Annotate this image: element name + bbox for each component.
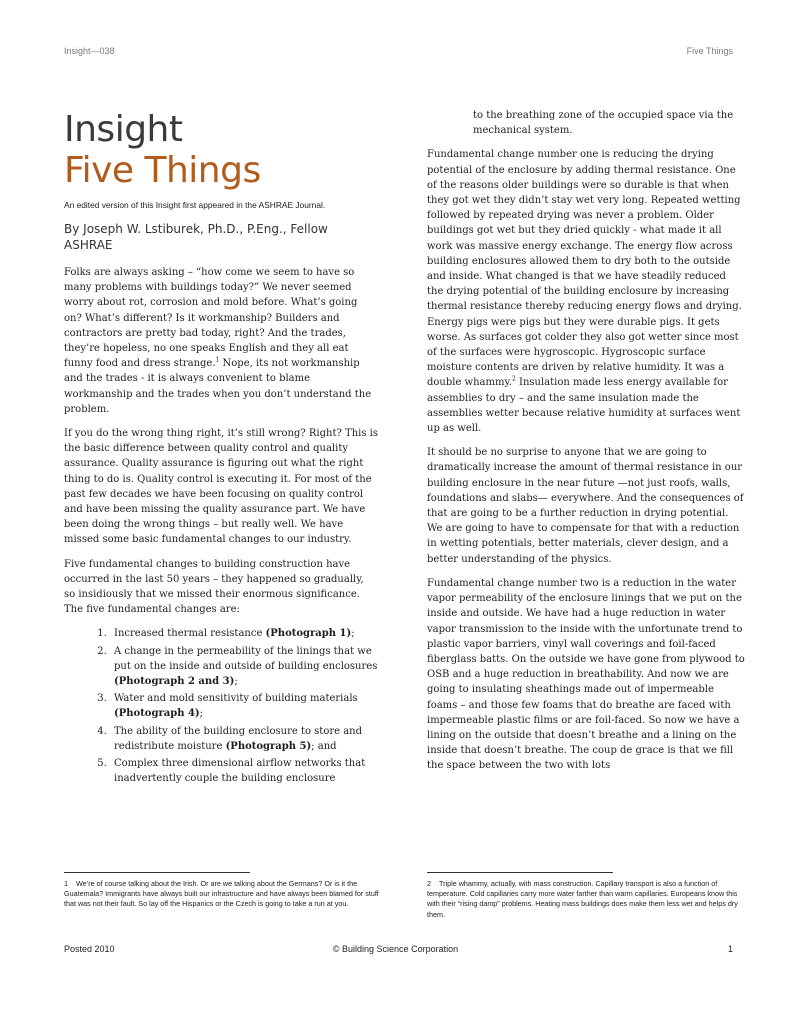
list-item [110, 626, 378, 641]
footer-page-number: 1 [727, 944, 733, 954]
photo-ref: (Photograph 5) [225, 740, 312, 752]
footnote-2 [427, 879, 745, 920]
right-body [427, 108, 745, 774]
list-item-tail: ; and [311, 740, 337, 752]
paragraph: It should be no surprise to anyone that we are going to dramatically increase the amount of thermal resistance in our building enclosure in the near future —not just roofs, walls, foundations and slabs— everywhere. And the consequences of that are going to be a further reduction in drying potential. We are going to have to compensate for that with a reduction in wetting potentials, better materials, clever design, and a better understanding of the physics. [427, 447, 744, 565]
list-item [110, 644, 378, 690]
list-item [110, 691, 378, 721]
footnote-number: 2 [427, 879, 431, 888]
photo-ref: (Photograph 4) [114, 708, 200, 720]
list-item-text: The ability of the building enclosure to store and redistribute moisture [114, 725, 363, 752]
paragraph [64, 265, 378, 417]
left-column [64, 110, 378, 789]
list-item-text: Increased thermal resistance [114, 628, 266, 640]
photo-ref: (Photograph 1) [265, 628, 352, 640]
paragraph-text: Nope, its not workmanship and the trades - it is always convenient to blame workmanship and the trades when you don’t understand the problem. [64, 358, 372, 415]
right-column [427, 108, 745, 783]
lead-note: An edited version of this Insight first appeared in the ASHRAE Journal. [64, 200, 326, 210]
footnote-divider-left [64, 872, 250, 873]
five-changes-list [64, 626, 378, 786]
paragraph-text: Folks are always asking – “how come we seem to have so many problems with buildings today?” We never seemed worry about rot, corrosion and mold before. What’s going on? What’s different? Is it workmanship? Builders and contractors are pretty bad today, right? And the trades, they’re hopeless, no one speaks English and they all eat funny food and dress strange. [64, 267, 358, 370]
footnote-ref-2[interactable]: 2 [512, 376, 516, 384]
list-item-text: Complex three dimensional airflow networks that inadvertently couple the building enclosure [114, 758, 366, 785]
photo-ref: (Photograph 2 and 3) [114, 676, 235, 688]
paragraph: Fundamental change number two is a reduction in the water vapor permeability of the enclosure linings that we put on the inside and outside. We have had a huge reduction in water vapor transmission to the inside with the unfortunate trend to plastic vapor barriers, vinyl wall coverings and foil-faced fiberglass batts. On the outside we have gone from plywood to OSB and a huge reduction in breathability. And now we are going to insulating sheathings made out of impermeable foams – and those few foams that do breathe are faced with impermeable plastic films or are foil-faced. So now we have a lining on the outside that doesn’t breathe and a lining on the inside that doesn’t breathe. The coup de grace is that we fill the space between the two with lots [427, 577, 745, 772]
paragraph-text: Fundamental change number one is reducing the drying potential of the enclosure by adding thermal resistance. One of the reasons older buildings were so durable is that when they got wet they didn’t stay wet very long. Repeated wetting followed by repeated drying was never a problem. Older buildings got wet but they dried quickly - what made it all work was massive energy exchange. The energy flow across building enclosures allowed them to dry both to the outside and inside. What changed is that we have steadily reduced the drying potential of the building enclosure by increasing thermal resistance thereby reducing energy flows and drying. Energy pigs were pigs but they were durable pigs. It gets worse. As surfaces got colder they also got wetter since most of the surfaces were hygroscopic. Hygroscopic surface moisture contents are driven by relative humidity. It was a double whammy. [427, 149, 742, 389]
list-item-text: A change in the permeability of the linings that we put on the inside and outside of building enclosures [114, 645, 378, 672]
footer-copyright: © Building Science Corporation [332, 944, 459, 954]
paragraph-text: Insulation made less energy available for assemblies to dry – and the same insulation made the assemblies wetter because relative humidity at surfaces went up as well. [427, 377, 741, 435]
footnote-ref-1[interactable]: 1 [215, 356, 220, 364]
list-item-tail: ; [199, 708, 204, 720]
footer-posted: Posted 2010 [64, 944, 115, 954]
running-header-left: Insight—038 [64, 46, 115, 56]
footnote-text: We’re of course talking about the Irish. Or are we talking about the Germans? Or is it the Guatemala? Immigrants have always built our infrastructure and have always been blamed for stuff that was not their fault. So lay off the Hispanics or the Czech is going to take a run at you. [64, 879, 379, 909]
title-five-things: Five Things [64, 150, 261, 191]
list-item-text: Water and mold sensitivity of building materials [114, 693, 358, 705]
paragraph-continued: to the breathing zone of the occupied space via the mechanical system. [473, 110, 734, 137]
left-body [64, 265, 378, 787]
footnote-text: Triple whammy, actually, with mass construction. Capillary transport is also a function of temperature. Cold capillaries carry more water farther than warm capillaries. Europeans know this with their “rising damp” problems. Heating mass buildings does make them less wet and helps dry them. [427, 879, 738, 919]
list-item [110, 756, 378, 786]
list-item-tail: ; [351, 628, 355, 640]
running-header-right: Five Things [686, 46, 733, 56]
footnote-number: 1 [64, 879, 68, 888]
title-insight: Insight [64, 109, 183, 150]
paragraph [427, 147, 745, 436]
paragraph: If you do the wrong thing right, it’s still wrong? Right? This is the basic difference between quality control and quality assurance. Quality assurance is figuring out what the right thing to do is. Quality control is executing it. For most of the past few decades we have been focusing on quality control and have been missing the quality assurance part. We have been doing the wrong things – but really well. We have missed some basic fundamental changes to our industry. [64, 428, 378, 546]
paragraph: Five fundamental changes to building construction have occurred in the last 50 years – they happened so gradually, so insidiously that we missed their enormous significance. The five fundamental changes are: [64, 558, 364, 616]
byline: By Joseph W. Lstiburek, Ph.D., P.Eng., Fellow ASHRAE [64, 222, 328, 252]
list-item [110, 724, 378, 754]
footnote-1 [64, 879, 382, 910]
footnote-divider-right [427, 872, 613, 873]
list-item-tail: ; [234, 676, 238, 688]
